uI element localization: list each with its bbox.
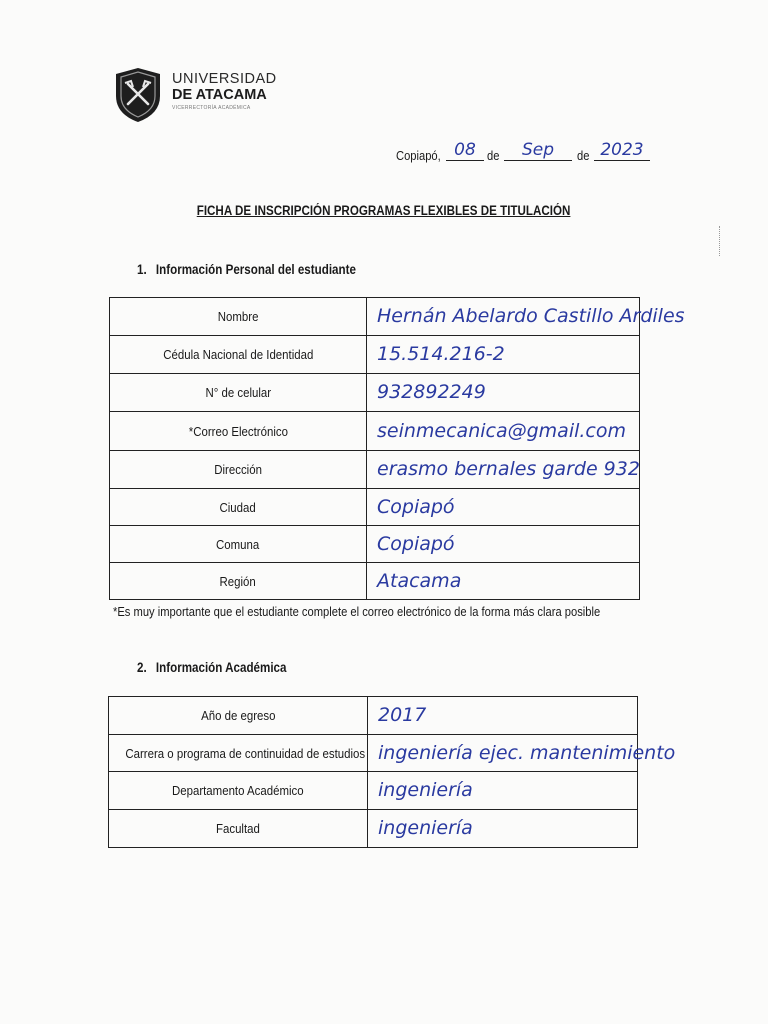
handwritten-value: Hernán Abelardo Castillo Ardiles xyxy=(377,305,685,327)
day-field[interactable] xyxy=(446,138,484,161)
table-row xyxy=(110,374,640,412)
field-label: Ciudad xyxy=(219,499,257,515)
field-label-cell xyxy=(110,451,367,489)
field-label-cell xyxy=(110,526,367,563)
table-row xyxy=(110,526,640,563)
city-label: Copiapó, xyxy=(396,148,441,163)
field-label-cell xyxy=(109,735,368,772)
table-row xyxy=(110,336,640,374)
field-value-cell[interactable] xyxy=(367,451,640,489)
field-value-cell[interactable] xyxy=(367,412,640,451)
field-label-cell xyxy=(110,336,367,374)
field-value-cell[interactable] xyxy=(367,298,685,336)
de-label-2: de xyxy=(577,148,590,163)
table-row xyxy=(109,735,638,772)
handwritten-value: Copiapó xyxy=(377,495,455,518)
field-label: Región xyxy=(219,573,257,589)
handwritten-value: 15.514.216-2 xyxy=(377,343,505,365)
handwritten-value: 2017 xyxy=(378,704,427,726)
field-label: *Correo Electrónico xyxy=(188,423,288,439)
de-label-1: de xyxy=(487,148,500,163)
section-academic-heading xyxy=(137,660,286,675)
section-number: 1. xyxy=(137,262,147,277)
logo-text-atacama: DE ATACAMA xyxy=(172,86,267,103)
table-row xyxy=(109,810,638,848)
field-label-cell xyxy=(109,810,368,848)
table-row xyxy=(110,489,640,526)
field-label: Dirección xyxy=(214,462,262,477)
section-personal-heading xyxy=(137,262,356,277)
shield-emblem-icon xyxy=(112,66,164,124)
table-row xyxy=(110,563,640,600)
field-label: Año de egreso xyxy=(200,708,276,723)
section-title: Información Académica xyxy=(155,660,287,675)
month-field[interactable] xyxy=(504,138,572,161)
date-line xyxy=(396,138,656,168)
table-row xyxy=(110,298,640,336)
table-row xyxy=(110,451,640,489)
field-value-cell[interactable] xyxy=(367,336,640,374)
field-label: Cédula Nacional de Identidad xyxy=(162,347,314,362)
form-title: FICHA DE INSCRIPCIÓN PROGRAMAS FLEXIBLES DE TITULACIÓN xyxy=(196,203,571,218)
section-number: 2. xyxy=(137,660,147,675)
table-row xyxy=(109,697,638,735)
academic-info-table xyxy=(108,696,676,848)
handwritten-value: seinmecanica@gmail.com xyxy=(377,419,626,442)
field-label-cell xyxy=(110,563,367,600)
field-label-cell xyxy=(110,374,367,412)
scan-artifact xyxy=(719,226,721,256)
email-note: *Es muy importante que el estudiante complete el correo electrónico de la forma más clara posible xyxy=(113,604,601,619)
field-label: Facultad xyxy=(216,821,260,836)
field-label: N° de celular xyxy=(205,385,271,400)
table-row xyxy=(110,412,640,451)
university-logo xyxy=(112,66,282,126)
handwritten-value: Copiapó xyxy=(377,532,455,555)
field-value-cell[interactable] xyxy=(367,489,640,526)
field-label-cell xyxy=(109,772,368,810)
table-row xyxy=(109,772,638,810)
field-value-cell[interactable] xyxy=(367,526,640,563)
field-value-cell[interactable] xyxy=(368,810,638,848)
handwritten-value: Atacama xyxy=(377,569,462,592)
year-value: 2023 xyxy=(600,140,644,160)
handwritten-value: ingeniería xyxy=(378,779,473,801)
field-label: Carrera o programa de continuidad de estudios xyxy=(125,745,366,761)
field-value-cell[interactable] xyxy=(367,563,640,600)
field-label: Nombre xyxy=(217,309,259,324)
personal-info-table xyxy=(109,297,685,600)
month-value: Sep xyxy=(521,140,555,160)
field-label-cell xyxy=(110,489,367,526)
field-label-cell xyxy=(110,412,367,451)
logo-text-universidad: UNIVERSIDAD xyxy=(172,71,277,87)
field-value-cell[interactable] xyxy=(368,735,676,772)
field-value-cell[interactable] xyxy=(368,697,638,735)
section-title: Información Personal del estudiante xyxy=(155,262,356,277)
field-label: Comuna xyxy=(216,536,260,552)
day-value: 08 xyxy=(454,140,476,160)
field-value-cell[interactable] xyxy=(367,374,640,412)
handwritten-value: erasmo bernales garde 932 xyxy=(377,458,640,480)
handwritten-value: ingeniería ejec. mantenimiento xyxy=(378,741,676,764)
handwritten-value: 932892249 xyxy=(377,381,486,403)
field-value-cell[interactable] xyxy=(368,772,638,810)
field-label-cell xyxy=(110,298,367,336)
field-label-cell xyxy=(109,697,368,735)
handwritten-value: ingeniería xyxy=(378,817,473,839)
year-field[interactable] xyxy=(594,138,650,161)
field-label: Departamento Académico xyxy=(172,783,304,798)
logo-subtitle: VICERRECTORÍA ACADÉMICA xyxy=(172,105,251,111)
